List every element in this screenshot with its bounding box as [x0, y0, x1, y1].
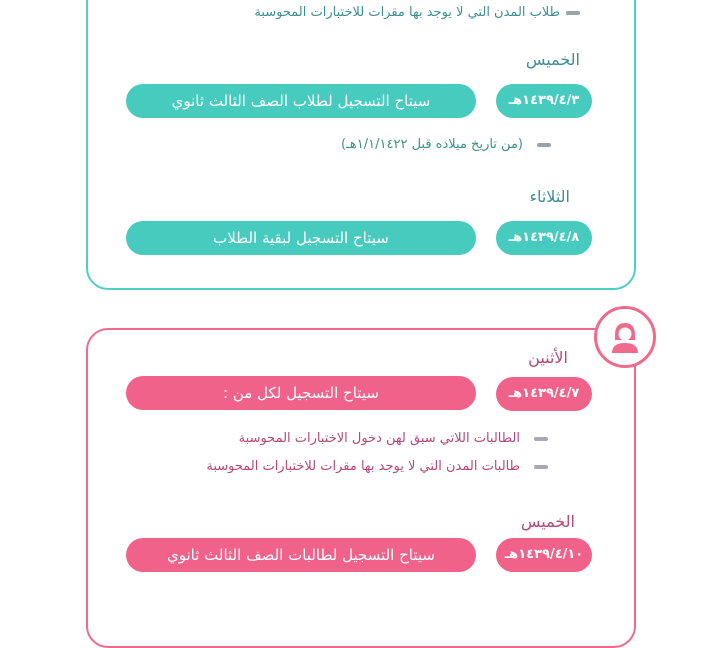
day-label-tuesday: الثلاثاء — [529, 187, 570, 206]
bullet-item — [283, 136, 523, 154]
bullet-text: طلاب المدن التي لا يوجد بها مقرات للاختبارات المحوسبة — [254, 5, 560, 20]
date-pill: ١٤٣٩/٤/٨هـ — [496, 221, 592, 255]
date-pill: ١٤٣٩/٤/٧هـ — [496, 377, 592, 411]
bullet-dash — [534, 465, 548, 469]
day-label-thursday: الخميس — [525, 50, 580, 69]
bullet-item — [126, 458, 520, 476]
day-label-thursday: الخميس — [520, 512, 575, 531]
date-pill: ١٤٣٩/٤/١٠هـ — [496, 538, 592, 572]
bullet-text: (من تاريخ ميلاده قبل ١/١/١٤٢٢هـ) — [341, 137, 523, 152]
bullet-dash — [534, 437, 548, 441]
registration-pill: سيتاح التسجيل لبقية الطلاب — [126, 221, 476, 255]
bullet-text: طالبات المدن التي لا يوجد بها مقرات للاختبارات المحوسبة — [206, 459, 520, 474]
female-user-icon — [594, 306, 656, 368]
bullet-text: الطالبات اللاتي سبق لهن دخول الاختبارات المحوسبة — [238, 431, 520, 446]
bullet-dash — [537, 143, 551, 147]
bullet-dash — [566, 11, 580, 15]
bullet-item — [160, 430, 520, 448]
date-pill: ١٤٣٩/٤/٣هـ — [496, 84, 592, 118]
registration-pill: سيتاح التسجيل لكل من : — [126, 376, 476, 410]
bullet-item — [140, 4, 560, 22]
registration-pill: سيتاح التسجيل لطلاب الصف الثالث ثانوي — [126, 84, 476, 118]
day-label-monday: الأثنين — [528, 348, 568, 367]
registration-pill: سيتاح التسجيل لطالبات الصف الثالث ثانوي — [126, 538, 476, 572]
